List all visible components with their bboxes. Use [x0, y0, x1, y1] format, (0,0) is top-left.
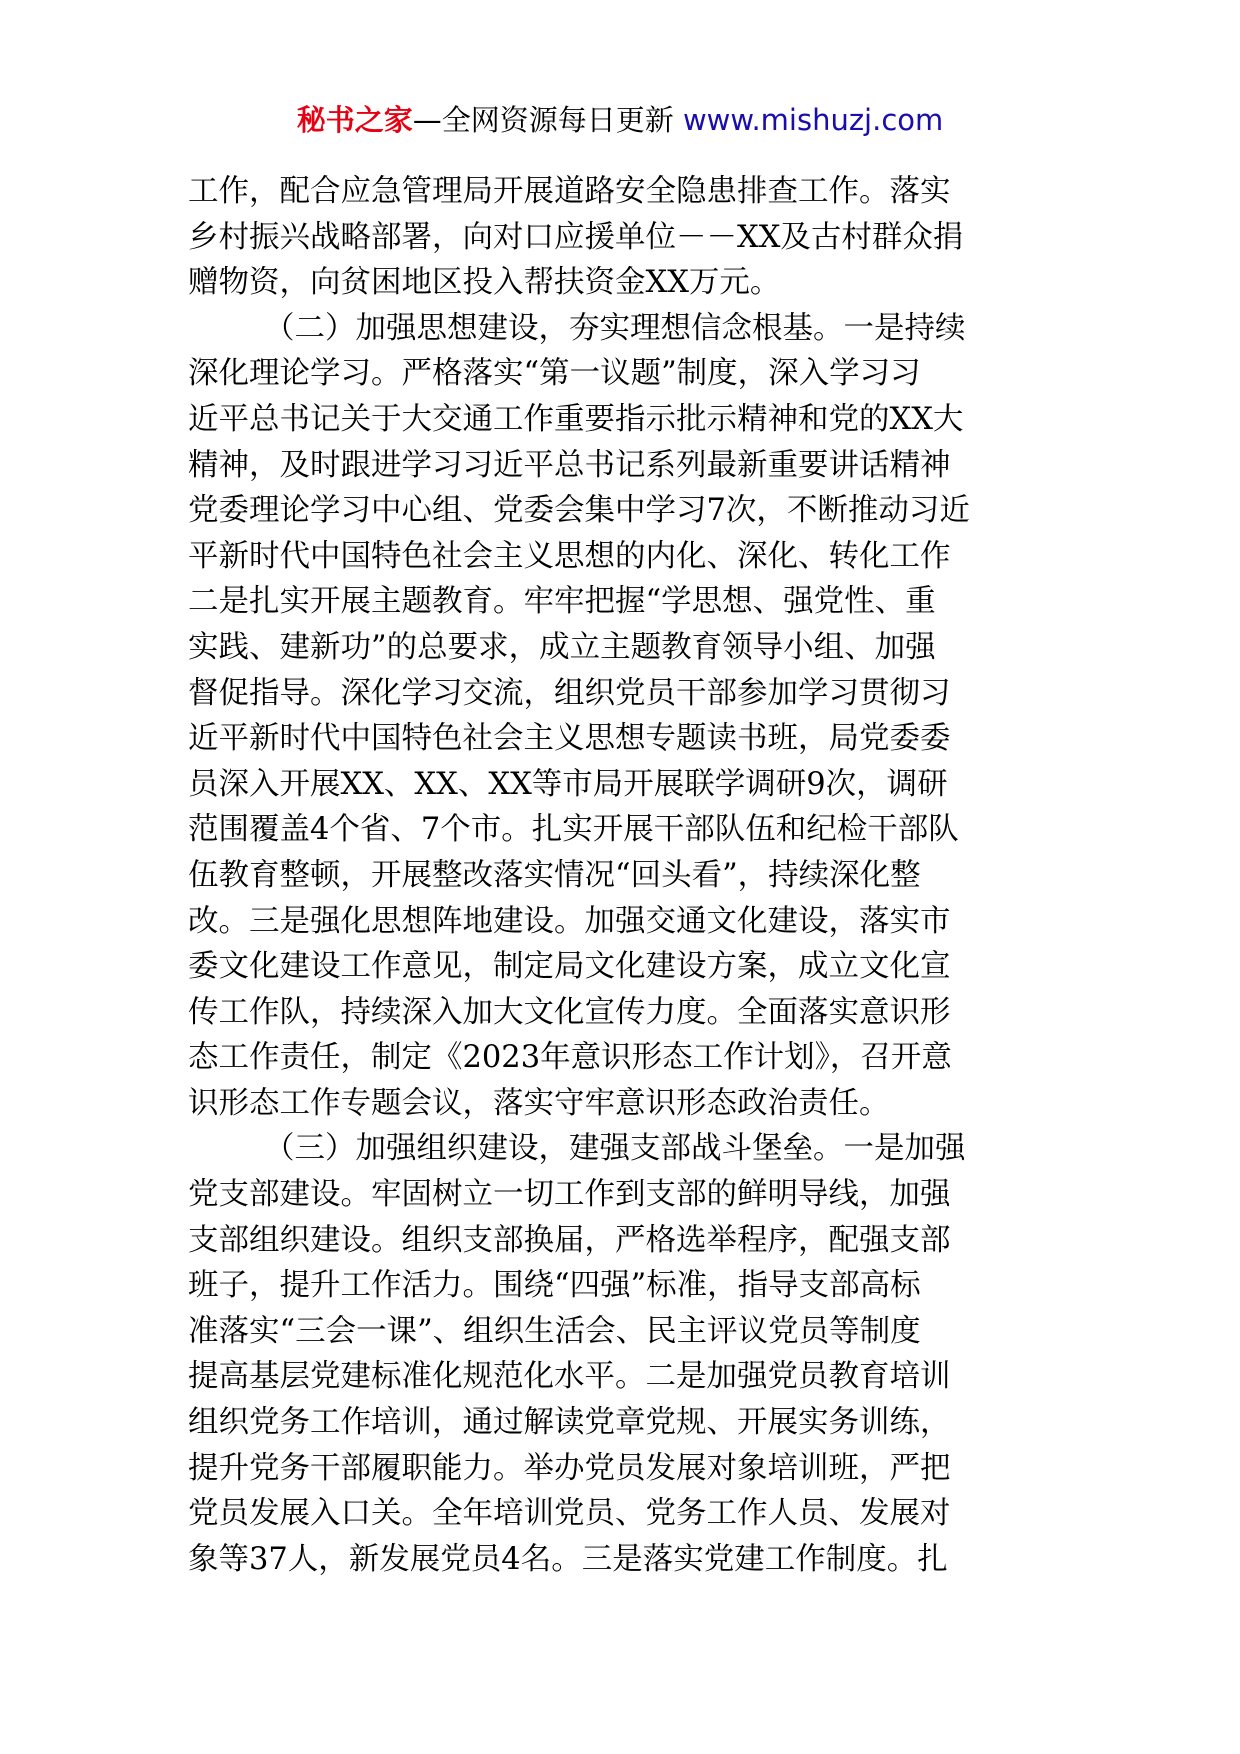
text-line: （三）加强组织建设，建强支部战斗堡垒。一是加强 [264, 1131, 966, 1167]
text-line: 乡村振兴战略部署，向对口应援单位－－XX及古村群众捐 [188, 219, 964, 255]
text-line: 深化理论学习。严格落实“第一议题”制度，深入学习习 [188, 356, 921, 392]
text-line: 平新时代中国特色社会主义思想的内化、深化、转化工作 [188, 538, 951, 574]
text-line: 员深入开展XX、XX、XX等市局开展联学调研9次，调研 [188, 766, 948, 802]
site-tagline: —全网资源每日更新 [412, 103, 674, 137]
text-line: 近平总书记关于大交通工作重要指示批示精神和党的XX大 [188, 401, 964, 437]
text-line: 党员发展入口关。全年培训党员、党务工作人员、发展对 [188, 1496, 951, 1532]
text-line: 二是扎实开展主题教育。牢牢把握“学思想、强党性、重 [188, 584, 936, 620]
text-line: （二）加强思想建设，夯实理想信念根基。一是持续 [264, 310, 966, 346]
text-line: 班子，提升工作活力。围绕“四强”标准，指导支部高标 [188, 1268, 921, 1304]
text-line: 党委理论学习中心组、党委会集中学习7次，不断推动习近 [188, 493, 970, 529]
site-url-link[interactable]: www.mishuzj.com [682, 103, 944, 137]
paragraph-2 [188, 306, 1056, 1127]
text-line: 准落实“三会一课”、组织生活会、民主评议党员等制度 [188, 1313, 921, 1349]
text-line: 改。三是强化思想阵地建设。加强交通文化建设，落实市 [188, 903, 951, 939]
text-line: 象等37人，新发展党员4名。三是落实党建工作制度。扎 [188, 1541, 948, 1577]
text-line: 识形态工作专题会议，落实守牢意识形态政治责任。 [188, 1085, 890, 1121]
text-line: 提高基层党建标准化规范化水平。二是加强党员教育培训 [188, 1359, 951, 1395]
text-line: 传工作队，持续深入加大文化宣传力度。全面落实意识形 [188, 994, 951, 1030]
text-line: 精神，及时跟进学习习近平总书记系列最新重要讲话精神 [188, 447, 951, 483]
site-header [0, 100, 1240, 140]
text-line: 态工作责任，制定《2023年意识形态工作计划》，召开意 [188, 1040, 952, 1076]
paragraph-1 [188, 169, 1056, 306]
text-line: 实践、建新功”的总要求，成立主题教育领导小组、加强 [188, 629, 936, 665]
document-body [188, 169, 1056, 1582]
text-line: 提升党务干部履职能力。举办党员发展对象培训班，严把 [188, 1450, 951, 1486]
text-line: 伍教育整顿，开展整改落实情况“回头看”，持续深化整 [188, 857, 921, 893]
text-line: 近平新时代中国特色社会主义思想专题读书班，局党委委 [188, 721, 951, 757]
text-line: 委文化建设工作意见，制定局文化建设方案，成立文化宣 [188, 949, 951, 985]
text-line: 赠物资，向贫困地区投入帮扶资金XX万元。 [188, 265, 781, 301]
text-line: 组织党务工作培训，通过解读党章党规、开展实务训练， [188, 1405, 951, 1441]
text-line: 范围覆盖4个省、7个市。扎实开展干部队伍和纪检干部队 [188, 812, 959, 848]
text-line: 督促指导。深化学习交流，组织党员干部参加学习贯彻习 [188, 675, 951, 711]
text-line: 党支部建设。牢固树立一切工作到支部的鲜明导线，加强 [188, 1177, 951, 1213]
site-brand: 秘书之家 [296, 103, 413, 137]
text-line: 工作，配合应急管理局开展道路安全隐患排查工作。落实 [188, 174, 951, 209]
text-line: 支部组织建设。组织支部换届，严格选举程序，配强支部 [188, 1222, 951, 1258]
paragraph-3 [188, 1126, 1056, 1582]
